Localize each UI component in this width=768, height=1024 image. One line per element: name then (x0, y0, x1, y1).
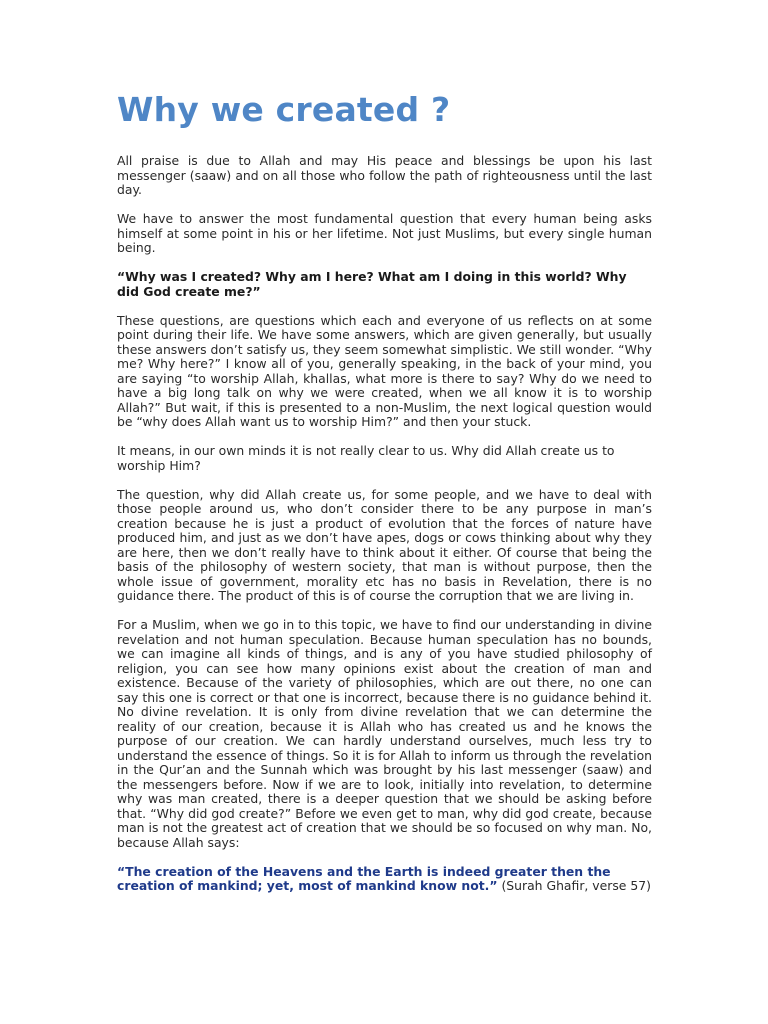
quranic-quote (117, 865, 652, 894)
paragraph-not-clear: It means, in our own minds it is not really clear to us. Why did Allah create us to worship Him? (117, 443, 615, 473)
paragraph-divine-revelation: For a Muslim, when we go in to this topic, we have to find our understanding in divine revelation and not human speculation. Because human speculation has no bounds, we can imagine all kinds of things, and is any of you have studied philosophy of religion, you can see how many opinions exist about the creation of man and existence. Because of the variety of philosophies, which are out there, no one can say this one is correct or that one is incorrect, because there is no guidance behind it. No divine revelation. It is only from divine revelation that we can determine the reality of our creation, because it is Allah who has created us and he knows the purpose of our creation. We can hardly understand ourselves, much less try to understand the essence of things. So it is for Allah to inform us through the revelation in the Qur’an and the Sunnah which was brought by his last messenger (saaw) and the messengers before. Now if we are to look, initially into revelation, to determine why was man created, there is a deeper question that we should be asking before that. “Why did god create?” Before we even get to man, why did god create, because man is not the greatest act of creation that we should be so focused on why man. No, because Allah says: (117, 617, 652, 850)
paragraph-fundamental-question: We have to answer the most fundamental question that every human being asks himself at some point in his or her lifetime. Not just Muslims, but every single human being. (117, 211, 652, 255)
page-title: Why we created ? (117, 90, 451, 129)
paragraph-praise: All praise is due to Allah and may His peace and blessings be upon his last messenger (saaw) and on all those who follow the path of righteousness until the last day. (117, 153, 652, 197)
paragraph-reflection: These questions, are questions which each and everyone of us reflects on at some point during their life. We have some answers, which are given generally, but usually these answers don’t satisfy us, they seem somewhat simplistic. We still wonder. “Why me? Why here?” I know all of you, generally speaking, in the back of your mind, you are saying “to worship Allah, khallas, what more is there to say? Why do we need to have a big long talk on why we were created, when we all know it is to worship Allah?” But wait, if this is presented to a non-Muslim, the next logical question would be “why does Allah want us to worship Him?” and then your stuck. (117, 312, 652, 429)
bold-questions: “Why was I created? Why am I here? What am I doing in this world? Why did God create me?” (117, 269, 627, 299)
document-page (117, 90, 652, 908)
quote-citation: (Surah Ghafir, verse 57) (497, 878, 651, 893)
quote-text: “The creation of the Heavens and the Earth is indeed greater then the creation of mankind; yet, most of mankind know not.” (117, 863, 611, 893)
paragraph-western-philosophy: The question, why did Allah create us, for some people, and we have to deal with those people around us, who don’t consider there to be any purpose in man’s creation because he is just a product of evolution that the forces of nature have produced him, and just as we don’t have apes, dogs or cows thinking about why they are here, then we don’t really have to think about it either. Of course that being the basis of the philosophy of western society, that man is without purpose, then the whole issue of government, morality etc has no basis in Revelation, there is no guidance there. The product of this is of course the corruption that we are living in. (117, 486, 652, 603)
